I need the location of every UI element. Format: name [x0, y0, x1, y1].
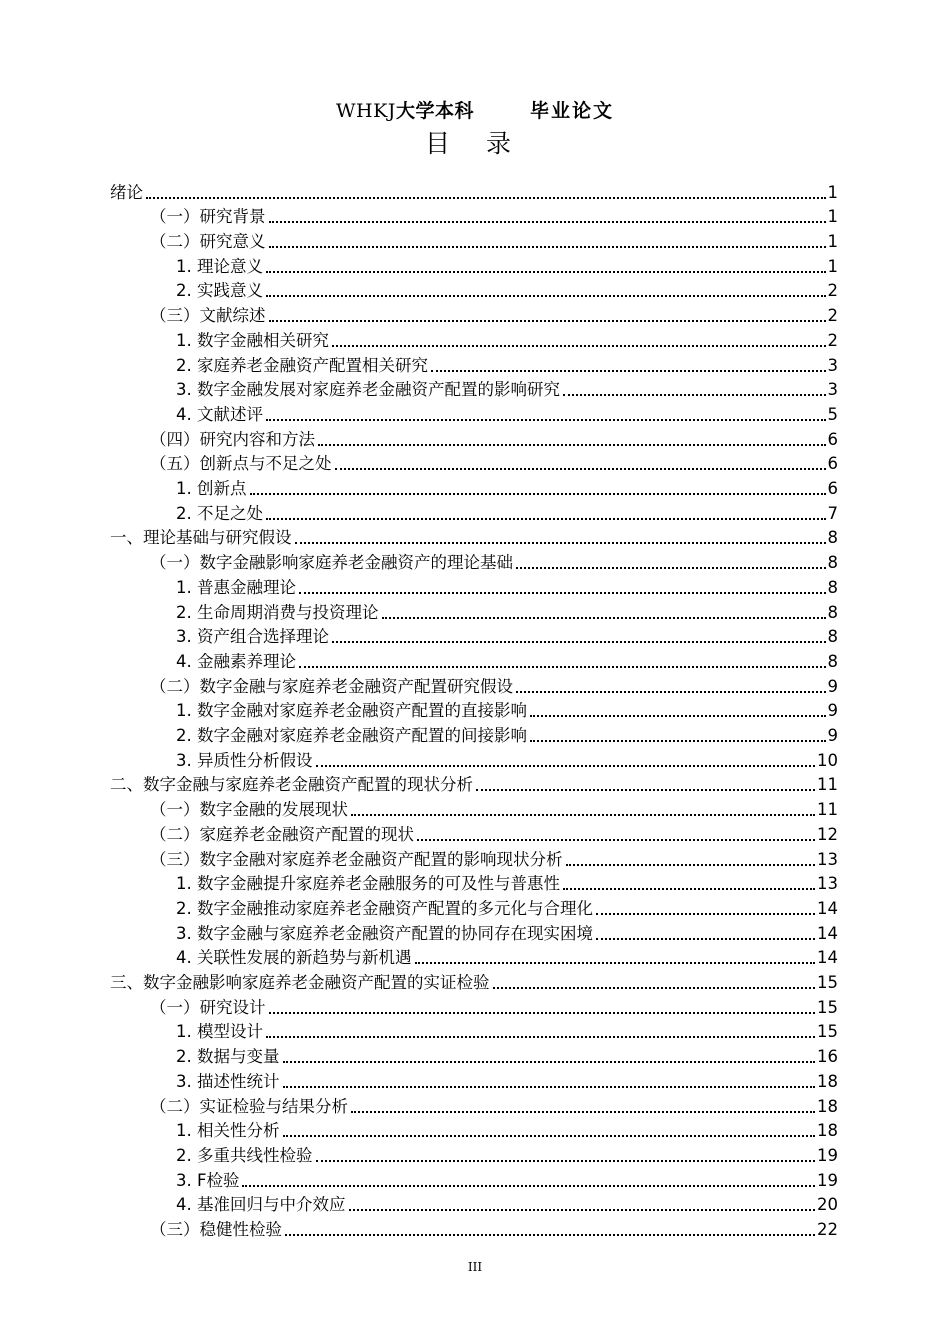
toc-entry[interactable]	[150, 674, 838, 699]
toc-entry[interactable]	[150, 995, 838, 1020]
toc-entry-page: 9	[827, 676, 838, 696]
toc-entry-title: 4. 关联性发展的新趋势与新机遇	[176, 948, 412, 968]
toc-leader-dots	[563, 888, 815, 890]
toc-leader-dots	[299, 666, 826, 668]
toc-entry[interactable]	[150, 822, 838, 847]
toc-entry-page: 9	[827, 701, 838, 721]
toc-leader-dots	[266, 419, 826, 421]
toc-entry-title: （二）实证检验与结果分析	[150, 1096, 348, 1116]
toc-entry-page: 1	[827, 207, 838, 227]
toc-entry[interactable]	[176, 1168, 838, 1193]
toc-entry-title: 3. 数字金融与家庭养老金融资产配置的协同存在现实困境	[176, 923, 593, 943]
toc-leader-dots	[299, 592, 826, 594]
toc-entry-title: （二）研究意义	[150, 232, 266, 252]
toc-entry-page: 1	[827, 256, 838, 276]
toc-entry-title: （二）数字金融与家庭养老金融资产配置研究假设	[150, 676, 513, 696]
toc-entry-title: （一）研究背景	[150, 207, 266, 227]
toc-entry-page: 2	[827, 281, 838, 301]
toc-entry-page: 3	[827, 380, 838, 400]
toc-entry[interactable]	[176, 1193, 838, 1218]
toc-leader-dots	[269, 320, 826, 322]
toc-entry-title: 1. 相关性分析	[176, 1121, 280, 1141]
toc-entry-page: 15	[817, 1022, 838, 1042]
toc-leader-dots	[266, 518, 826, 520]
toc-leader-dots	[316, 1160, 816, 1162]
toc-leader-dots	[351, 814, 815, 816]
toc-leader-dots	[596, 913, 815, 915]
toc-entry-page: 6	[827, 454, 838, 474]
toc-leader-dots	[493, 987, 816, 989]
toc-entry-title: 4. 金融素养理论	[176, 651, 296, 671]
toc-entry-title: 1. 创新点	[176, 479, 247, 499]
toc-entry[interactable]	[176, 254, 838, 279]
toc-entry[interactable]	[176, 649, 838, 674]
toc-entry-title: 二、数字金融与家庭养老金融资产配置的现状分析	[110, 775, 473, 795]
toc-entry[interactable]	[176, 1069, 838, 1094]
toc-entry[interactable]	[176, 872, 838, 897]
toc-entry-page: 14	[817, 923, 838, 943]
toc-entry-title: 3. 异质性分析假设	[176, 750, 313, 770]
toc-entry-title: （二）家庭养老金融资产配置的现状	[150, 824, 414, 844]
toc-entry-title: 4. 文献述评	[176, 404, 263, 424]
toc-entry-page: 10	[817, 750, 838, 770]
toc-entry-title: （四）研究内容和方法	[150, 429, 315, 449]
toc-entry-page: 13	[817, 849, 838, 869]
toc-leader-dots	[351, 1111, 815, 1113]
header-document-type: 毕业论文	[529, 100, 614, 122]
toc-leader-dots	[283, 1061, 816, 1063]
toc-leader-dots	[332, 345, 826, 347]
toc-entry-page: 11	[817, 800, 838, 820]
toc-entry-page: 8	[827, 577, 838, 597]
toc-entry[interactable]	[176, 896, 838, 921]
toc-leader-dots	[318, 444, 826, 446]
toc-entry-page: 14	[817, 898, 838, 918]
toc-entry[interactable]	[176, 748, 838, 773]
toc-leader-dots	[266, 1036, 815, 1038]
toc-leader-dots	[431, 370, 826, 372]
toc-entry-title: 1. 数字金融提升家庭养老金融服务的可及性与普惠性	[176, 874, 560, 894]
toc-entry[interactable]	[150, 205, 838, 230]
toc-leader-dots	[349, 1209, 816, 1211]
toc-entry-page: 6	[827, 479, 838, 499]
toc-entry[interactable]	[176, 402, 838, 427]
toc-leader-dots	[417, 839, 815, 841]
toc-entry-title: 3. 描述性统计	[176, 1071, 280, 1091]
toc-entry-page: 8	[827, 553, 838, 573]
toc-entry[interactable]	[176, 328, 838, 353]
toc-entry[interactable]	[150, 229, 838, 254]
toc-leader-dots	[332, 641, 826, 643]
toc-entry-title: （三）文献综述	[150, 306, 266, 326]
toc-leader-dots	[295, 542, 826, 544]
toc-leader-dots	[476, 789, 815, 791]
page-number: III	[467, 1260, 483, 1274]
toc-entry[interactable]	[176, 476, 838, 501]
toc-leader-dots	[415, 962, 816, 964]
toc-entry-title: 3. F检验	[176, 1170, 240, 1190]
toc-entry-title: 2. 生命周期消费与投资理论	[176, 602, 379, 622]
toc-entry[interactable]	[150, 304, 838, 329]
toc-entry-page: 8	[827, 602, 838, 622]
toc-leader-dots	[530, 740, 826, 742]
toc-leader-dots	[242, 1185, 815, 1187]
toc-leader-dots	[266, 271, 826, 273]
toc-leader-dots	[266, 295, 826, 297]
toc-entry[interactable]	[176, 279, 838, 304]
toc-entry[interactable]	[110, 526, 838, 551]
toc-entry-page: 3	[827, 355, 838, 375]
toc-entry[interactable]	[176, 625, 838, 650]
toc-entry-page: 19	[817, 1145, 838, 1165]
toc-entry-title: 3. 资产组合选择理论	[176, 627, 329, 647]
toc-entry-title: 2. 实践意义	[176, 281, 263, 301]
toc-entry-page: 22	[817, 1220, 838, 1240]
toc-entry-title: （一）数字金融影响家庭养老金融资产的理论基础	[150, 553, 513, 573]
toc-entry-title: 一、理论基础与研究假设	[110, 528, 292, 548]
toc-leader-dots	[382, 617, 826, 619]
document-header	[0, 96, 950, 123]
toc-entry-page: 7	[827, 503, 838, 523]
toc-leader-dots	[269, 246, 826, 248]
toc-entry-title: 2. 数字金融对家庭养老金融资产配置的间接影响	[176, 726, 527, 746]
toc-entry-title: （三）数字金融对家庭养老金融资产配置的影响现状分析	[150, 849, 563, 869]
toc-entry-title: 2. 家庭养老金融资产配置相关研究	[176, 355, 428, 375]
toc-entry[interactable]	[176, 600, 838, 625]
toc-entry-page: 8	[827, 651, 838, 671]
toc-leader-dots	[283, 1086, 816, 1088]
toc-entry-page: 6	[827, 429, 838, 449]
toc-leader-dots	[566, 864, 816, 866]
toc-entry[interactable]	[150, 1217, 838, 1242]
page-title: 目 录	[425, 129, 525, 158]
toc-entry[interactable]	[176, 723, 838, 748]
toc-entry-page: 18	[817, 1071, 838, 1091]
toc-entry-page: 13	[817, 874, 838, 894]
toc-entry-title: 4. 基准回归与中介效应	[176, 1195, 346, 1215]
toc-leader-dots	[516, 567, 826, 569]
toc-entry-title: （三）稳健性检验	[150, 1220, 282, 1240]
toc-entry[interactable]	[176, 699, 838, 724]
toc-leader-dots	[269, 221, 826, 223]
toc-entry-page: 9	[827, 726, 838, 746]
toc-entry-page: 1	[827, 182, 838, 202]
toc-entry[interactable]	[110, 970, 838, 995]
toc-leader-dots	[316, 765, 816, 767]
toc-leader-dots	[146, 197, 826, 199]
toc-entry[interactable]	[150, 551, 838, 576]
toc-entry-title: 绪论	[110, 182, 143, 202]
toc-entry-page: 8	[827, 528, 838, 548]
toc-leader-dots	[269, 1012, 816, 1014]
toc-leader-dots	[563, 394, 826, 396]
toc-entry-title: 2. 数字金融推动家庭养老金融资产配置的多元化与合理化	[176, 898, 593, 918]
toc-entry-page: 18	[817, 1096, 838, 1116]
toc-entry-title: 1. 理论意义	[176, 256, 263, 276]
toc-entry[interactable]	[176, 946, 838, 971]
toc-entry-title: （一）数字金融的发展现状	[150, 800, 348, 820]
toc-entry[interactable]	[150, 798, 838, 823]
toc-entry-title: （一）研究设计	[150, 997, 266, 1017]
toc-entry[interactable]	[176, 921, 838, 946]
toc-entry[interactable]	[150, 427, 838, 452]
toc-entry-title: （五）创新点与不足之处	[150, 454, 332, 474]
toc-entry-page: 18	[817, 1121, 838, 1141]
toc-entry-page: 15	[817, 997, 838, 1017]
toc-entry-page: 11	[817, 775, 838, 795]
toc-entry-title: 三、数字金融影响家庭养老金融资产配置的实证检验	[110, 973, 490, 993]
toc-entry-page: 1	[827, 232, 838, 252]
toc-leader-dots	[516, 691, 826, 693]
toc-leader-dots	[335, 468, 826, 470]
toc-entry-page: 2	[827, 306, 838, 326]
toc-entry-title: 3. 数字金融发展对家庭养老金融资产配置的影响研究	[176, 380, 560, 400]
header-institution-code: WHKJ	[336, 100, 396, 122]
toc-entry-title: 1. 数字金融相关研究	[176, 330, 329, 350]
toc-leader-dots	[530, 715, 826, 717]
toc-leader-dots	[250, 493, 826, 495]
toc-entry[interactable]	[150, 1094, 838, 1119]
toc-entry[interactable]	[176, 575, 838, 600]
toc-entry[interactable]	[176, 1045, 838, 1070]
toc-entry[interactable]	[110, 180, 838, 205]
toc-leader-dots	[596, 938, 815, 940]
toc-entry[interactable]	[176, 501, 838, 526]
toc-entry-page: 19	[817, 1170, 838, 1190]
toc-entry-title: 2. 多重共线性检验	[176, 1145, 313, 1165]
toc-entry-title: 1. 模型设计	[176, 1022, 263, 1042]
toc-entry-title: 1. 普惠金融理论	[176, 577, 296, 597]
toc-entry-title: 2. 不足之处	[176, 503, 263, 523]
toc-entry[interactable]	[176, 378, 838, 403]
toc-entry-page: 20	[817, 1195, 838, 1215]
header-institution-type: 大学本科	[395, 100, 474, 122]
toc-entry-page: 15	[817, 973, 838, 993]
toc-entry-page: 12	[817, 824, 838, 844]
toc-entry[interactable]	[110, 773, 838, 798]
toc-entry-page: 5	[827, 404, 838, 424]
toc-entry[interactable]	[176, 1020, 838, 1045]
toc-entry-page: 16	[817, 1047, 838, 1067]
toc-entry-page: 14	[817, 948, 838, 968]
toc-entry-page: 2	[827, 330, 838, 350]
toc-leader-dots	[283, 1135, 816, 1137]
toc-entry-title: 2. 数据与变量	[176, 1047, 280, 1067]
toc-entry-title: 1. 数字金融对家庭养老金融资产配置的直接影响	[176, 701, 527, 721]
toc-entry[interactable]	[176, 1143, 838, 1168]
toc-entry-page: 8	[827, 627, 838, 647]
toc-leader-dots	[285, 1234, 815, 1236]
toc-entry[interactable]	[150, 452, 838, 477]
toc-entry[interactable]	[150, 847, 838, 872]
toc-entry[interactable]	[176, 353, 838, 378]
toc-entry[interactable]	[176, 1119, 838, 1144]
